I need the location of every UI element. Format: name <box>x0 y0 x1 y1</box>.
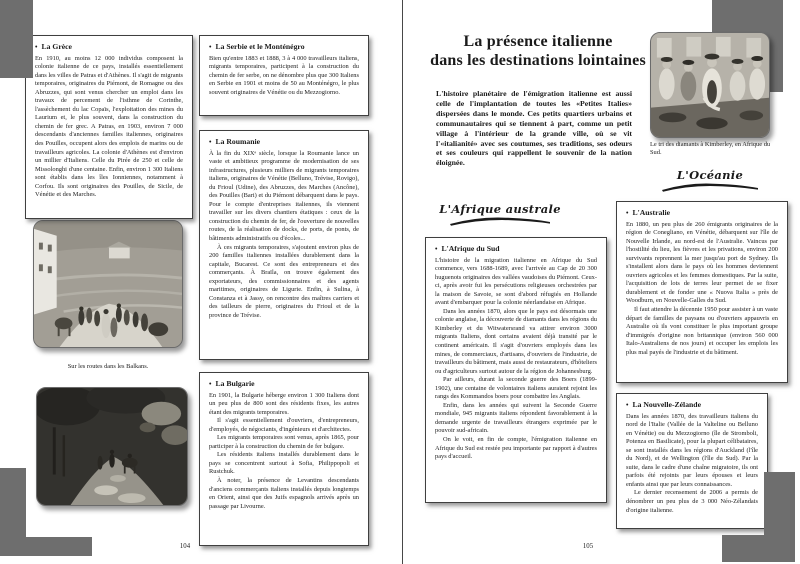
paragraph: À la fin du XIXᵉ siècle, lorsque la Roumanie lance un vaste et ambitieux programme de modernisation de ses infrastructures, plusieurs milliers de migrants temporaires italiens, originaires de Vénétie (Belluno, Trévise, Rovigo), du Frioul (Udine), des Abruzzes, des Marches (Ancône), des Pouilles (Bari) et du Piémont débarquent dans le pays. Pour le compte d'entreprises italiennes, ils viennent travailler sur les divers chantiers étatiques : ceux de la construction du chemin de fer, de l'ouverture de nouvelles routes, de la réalisation de docks, de ports, de ponts, de bâtiments administratifs ou d'écoles... <box>209 149 359 242</box>
intro-paragraph: L'histoire planétaire de l'émigration italienne est aussi celle de l'implantation de toutes les «Petites Italies» dispersées dans le monde. Ces petits quartiers urbains et communautaires qui se tiennent à part, comme un petit village à l'intérieur de la grande ville, où se vit l'«italianité» avec ses coutumes, ses traditions, ses odeurs et ses couleurs qui rappellent le souvenir de la nation éloignée. <box>436 89 632 168</box>
heading-oceanie-text: L'Océanie <box>676 168 744 182</box>
decor-block-top-left <box>0 0 33 78</box>
paragraph: L'histoire de la migration italienne en Afrique du Sud commence, vers 1688-1689, avec l'arrivée au Cap de 20 300 huguenots originaires des vallées vaudoises du Piémont. Ceux-ci, après avoir fui les persécutions religieuses orchestrées par la maison de Savoie, se sont d'abord réfugiés en Hollande avant d'embarquer pour la colonie néerlandaise en Afrique. <box>435 256 597 307</box>
heading-afrique-australe <box>420 202 580 226</box>
page-title-line2: dans les destinations lointaines <box>430 51 646 69</box>
bullet-icon: • <box>435 245 438 253</box>
photo-kimberley-image <box>651 33 769 137</box>
section-title-la-grece: • La Grèce <box>35 42 72 51</box>
swoosh-underline-icon <box>448 216 552 226</box>
paragraph: En 1910, au moins 12 000 individus composent la colonie italienne de ce pays, installés essentiellement dans les villes de Patras et d'Athènes. Il s'agit de migrants temporaires, originaires du Piémont, de Romagne ou des Abruzzes, qui sont venus chercher un emploi dans les travaux de percement de l'isthme de Corinthe, l'assèchement du lac Copaïs, l'exploitation des mines du Laurium et, le plus souvent, dans la construction du chemin de fer grec. A Patras, en 1903, environ 7 000 descendants d'anciennes familles italiennes, originaires des Pouilles, occupent alors des emplois de marins ou de travailleurs agricoles. La colonie d'Athènes est d'environ un millier d'Italiens. Celle du Pirée de 250 et celle de Missolonghi d'une centaine. Enfin, environ 1 300 Italiens sont établis dans les îles Ionniennes, notamment à Corfou. Ils sont originaires des Pouilles, de Sicile, de Vénétie et des Marches. <box>35 54 183 199</box>
photo-balkans-road <box>33 220 183 348</box>
section-title-bulgarie: • La Bulgarie <box>209 379 255 388</box>
photo-forest-road <box>36 387 188 506</box>
decor-stair-bottom-left-horizontal <box>0 537 92 556</box>
page-title <box>418 33 658 70</box>
decor-stair-bottom-right-vertical <box>764 472 795 535</box>
heading-afrique-australe-text: L'Afrique australe <box>439 202 561 216</box>
section-la-grece <box>25 35 193 219</box>
page-gutter-divider <box>402 0 403 564</box>
photo-forest-image <box>37 388 187 505</box>
section-title-nouvelle-zelande: • La Nouvelle-Zélande <box>626 400 701 409</box>
paragraph: Par ailleurs, durant la seconde guerre des Boers (1899-1902), une centaine de volontaires italiens auraient rejoint les rangs des Kommandos boers pour combattre les Anglais. <box>435 376 597 401</box>
paragraph: En 1901, la Bulgarie héberge environ 1 300 Italiens dont un peu plus de 800 sont des résidents fixes, les autres étant des migrants temporaires. <box>209 391 359 416</box>
section-la-roumanie <box>199 130 369 360</box>
bullet-icon: • <box>626 209 629 217</box>
paragraph: À noter, la présence de Levantins descendants d'anciens commerçants italiens installés depuis longtemps en Orient, ainsi que des Juifs espagnols arrivés après un passage par Livourne. <box>209 476 359 510</box>
section-la-bulgarie <box>199 372 369 546</box>
paragraph: Le dernier recensement de 2006 a permis de dénombrer un peu plus de 3 000 Néo-Zélandais d'origine italienne. <box>626 489 758 514</box>
bullet-icon: • <box>626 401 629 409</box>
bullet-icon: • <box>209 380 212 388</box>
swoosh-underline-icon <box>660 182 760 192</box>
paragraph: Bien qu'entre 1883 et 1888, 3 à 4 000 travailleurs italiens, migrants temporaires, participent à la construction du chemin de fer serbe, on ne dénombre plus que 300 Italiens en Serbie en 1901 et moins de 50 au Monténégro, le plus souvent originaires de Vénétie ou du Mezzogiorno. <box>209 54 359 96</box>
page-number-right: 105 <box>582 543 594 550</box>
paragraph: Il s'agit essentiellement d'ouvriers, d'entrepreneurs, d'employés, de négociants, d'ingénieurs et d'architectes. <box>209 417 359 433</box>
page-number-left: 104 <box>179 543 191 550</box>
paragraph: À ces migrants temporaires, s'ajoutent environ plus de 200 familles italiennes installées durablement dans la capitale, Bucarest. Ce sont des entrepreneurs et des commerçants. À Braïla, on trouve également des exportateurs, des commissionnaires et des agents maritimes, originaires de Ligurie. Enfin, à Sulina, à Constanza et à Jassy, on rencontre des maîtres carriers et des tailleurs de pierre, originaires du Frioul et de la province de Trévise. <box>209 243 359 319</box>
paragraph: En 1880, un peu plus de 260 émigrants originaires de la région de Conegliano, en Vénétie, débarquent sur l'île de Nouvelle Irlande, au nord-est de l'Australie. Vaincus par l'hostilité du lieu, les fièvres et les privations, environ 200 survivants reprennent la mer jusqu'au port de Sydney. Ils s'installent alors dans le pays où les hommes deviennent ouvriers agricoles et les femmes domestiques. Par la suite, l'acquisition de lots de terres leur permet de se fixer durablement et de fonder une « Nuova Italia » près de Woodburn, en Nouvelle-Galles du Sud. <box>626 220 778 305</box>
section-australie <box>616 201 788 383</box>
bullet-icon: • <box>35 43 38 51</box>
paragraph: On le voit, en fin de compte, l'émigration italienne en Afrique du Sud est restée peu importante par rapport à d'autres pays d'accueil. <box>435 435 597 461</box>
section-title-roumanie: • La Roumanie <box>209 137 261 146</box>
photo-caption-kimberley: Le tri des diamants à Kimberley, en Afrique du Sud. <box>650 141 771 156</box>
decor-stair-bottom-right-horizontal <box>722 535 795 562</box>
bullet-icon: • <box>209 43 212 51</box>
photo-caption-balkans: Sur les routes dans les Balkans. <box>67 363 149 370</box>
paragraph: Les résidents italiens installés durablement dans le pays se concentrent surtout à Sofia, Philippopoli et Rustchuk. <box>209 451 359 476</box>
paragraph: Dans les années 1870, alors que le pays est désormais une colonie anglaise, la découverte de diamants dans les régions du Kimberley et du Witwatersrand va attirer environ 3000 migrants Italiens, dont certains avaient déjà transité par le continent américain. Il s'agit d'ouvriers employés dans les mines, de commerciaux, d'artisans, d'ouvriers de l'industrie, de travailleurs du bâtiment, mais aussi de restaurateurs, d'hôteliers ou d'agriculteurs surtout autour de la région de Johannesburg. <box>435 307 597 375</box>
section-la-serbie-montenegro <box>199 35 369 116</box>
photo-kimberley-diamonds <box>650 32 770 138</box>
paragraph: Enfin, dans les années qui suivent la Seconde Guerre mondiale, 945 migrants italiens répondent favorablement à la demande urgente de travailleurs étrangers exprimée par le pouvoir sud-africain. <box>435 401 597 435</box>
paragraph: Il faut attendre la décennie 1950 pour assister à un vaste départ de familles de paysans ou d'ouvriers appauvris en Australie où ils vont constituer le plus important groupe d'immigrés d'origine non britannique (environ 560 000 Italo-Australiens de nos jours) et occuper les emplois les plus mal payés de l'industrie et du bâtiment. <box>626 305 778 356</box>
page-title-line1: La présence italienne <box>463 33 613 50</box>
section-title-serbie: • La Serbie et le Monténégro <box>209 42 305 51</box>
photo-balkans-image <box>34 221 182 347</box>
section-nouvelle-zelande <box>616 393 768 529</box>
paragraph: Dans les années 1870, des travailleurs italiens du nord de l'Italie (Vallée de la Valteline ou Belluno en Vénétie) ou du Mezzogiorno (île de Stromboli, Potenza en Basilicate), pour la plupart célibataires, se sont installés dans les régions d'Auckland (l'île du Nord), et de Wellington (l'île du Sud). Par la suite, dans le cadre d'une chaîne migratoire, ils ont parfois été rejoints par leurs épouses et leurs enfants ainsi que par leurs connaissances. <box>626 412 758 488</box>
section-title-afrique-du-sud: • L'Afrique du Sud <box>435 244 500 253</box>
paragraph: Les migrants temporaires sont venus, après 1865, pour participer à la construction du chemin de fer bulgare. <box>209 434 359 450</box>
heading-oceanie <box>640 168 780 192</box>
bullet-icon: • <box>209 138 212 146</box>
section-title-australie: • L'Australie <box>626 208 671 217</box>
section-afrique-du-sud <box>425 237 607 503</box>
